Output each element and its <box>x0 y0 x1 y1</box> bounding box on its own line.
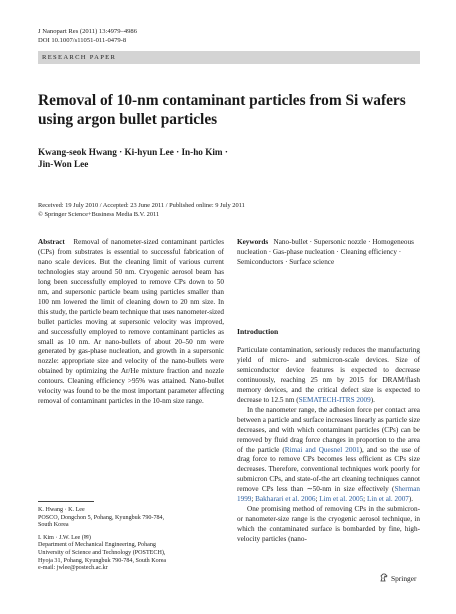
copyright-line: © Springer Science+Business Media B.V. 2011 <box>38 210 160 218</box>
affiliations <box>38 507 224 573</box>
keywords-heading: Keywords <box>237 238 269 246</box>
keywords-text: Nano-bullet · Supersonic nozzle · Homogeneous nucleation · Gas-phase nucleation · Cleaning efficiency · Semiconductors · Surface science <box>237 238 414 266</box>
introduction-paragraph-2: In the nanometer range, the adhesion force per contact area between a particle and surface increases linearly as particle size decreases, and with which contaminant particles (CPs) can be removed by fluid drag force changes in proportion to the area of the particle (Rimai and Quesnel 2001), and so the use of drag force to remove CPs becomes less efficient as CPs size decreases. Therefore, conventional techniques work poorly for submicron CPs, and state-of-the art cleaning techniques cannot remove CPs less than ∼50-nm in size effectively (Sherman 1999; Bakharari et al. 2006; Lim et al. 2005; Lin et al. 2007). <box>237 405 421 504</box>
dates-line: Received: 19 July 2010 / Accepted: 23 June 2011 / Published online: 9 July 2011 <box>38 202 245 209</box>
journal-line: J Nanopart Res (2011) 13:4979–4986 <box>38 28 138 35</box>
springer-horse-icon <box>380 573 388 584</box>
citation-link[interactable]: Lim et al. 2005 <box>319 495 364 504</box>
doi-line: DOI 10.1007/s11051-011-0479-8 <box>38 36 127 44</box>
paper-title: Removal of 10-nm contaminant particles from Si wafers using argon bullet particles <box>38 92 406 128</box>
affiliation-2-line-2: University of Science and Technology (POSTECH), <box>38 549 166 556</box>
introduction-heading: Introduction <box>237 327 279 336</box>
citation-link[interactable]: SEMATECH-ITRS 2009 <box>298 395 371 404</box>
citation-link[interactable]: Lin et al. 2007 <box>366 495 409 504</box>
author-line-2: Jin-Won Lee <box>38 159 89 169</box>
citation-link[interactable]: Bakharari et al. 2006 <box>255 495 316 504</box>
introduction-paragraph-3: One promising method of removing CPs in the submicron- or nanometer-size range is the cryogenic aerosol technique, in which the contaminated surface is bombarded by fine, high-velocity particles (nano- <box>237 505 420 544</box>
citation-link[interactable]: Rimai and Quesnel 2001 <box>284 445 360 454</box>
corresponding-email[interactable]: e-mail: jwlee@postech.ac.kr <box>38 565 108 572</box>
affiliation-1-line-2: South Korea <box>38 522 69 529</box>
affiliation-1-names: K. Hwang · K. Lee <box>38 507 85 513</box>
affiliation-1-line-1: POSCO, Dongchon 5, Pohang, Kyungbuk 790-784, <box>38 514 165 521</box>
journal-citation <box>38 28 137 45</box>
publisher-footer <box>380 573 416 584</box>
abstract <box>38 238 224 407</box>
publisher-name: Springer <box>391 574 417 583</box>
introduction-body <box>237 346 420 545</box>
author-list <box>38 146 298 170</box>
keywords <box>237 238 420 268</box>
introduction-paragraph-1: Particulate contamination, seriously reduces the manufacturing yield of micro- and submicron-scale devices. Size of semiconductor device features is expected to decrease continuously, reaching 25 nm by 2015 for DRAM/flash memory devices, and the critical defect size is expected to decrease to 12.5 nm (SEMATECH-ITRS 2009). <box>237 346 420 404</box>
affiliation-2-line-3: Hyoja 31, Pohang, Kyungbuk 790-784, South Korea <box>38 557 167 564</box>
footnote-divider <box>38 501 94 502</box>
section-banner-label: RESEARCH PAPER <box>42 54 117 61</box>
affiliation-2-line-1: Department of Mechanical Engineering, Pohang <box>38 542 156 549</box>
abstract-heading: Abstract <box>38 238 65 246</box>
section-banner <box>38 51 420 64</box>
abstract-text: Removal of nanometer-sized contaminant particles (CPs) from substrates is essential to successful fabrication of nano scale devices. But the cleaning limit of various current technologies stay around 50 nm. Cryogenic aerosol beam has long been successfully employed to remove CPs down to 50 nm, and supersonic particle beam using particles smaller than 100 nm lowered the limit of cleaning down to 20 nm size. In this study, the particle beam technique that uses nanometer-sized bullet particles moving at supersonic velocity was improved, and successfully employed to remove contaminant particles as small as 10 nm. Ar nano-bullets of about 20–50 nm were generated by gas-phase nucleation, and growth in a supersonic nozzle: appropriate size and velocity of the nano-bullets were obtained by optimizing the Ar/He mixture fraction and nozzle contours. Cleaning efficiency >95% was attained. Nano-bullet velocity was found to be the most important parameter affecting removal of contaminant particles in the 10-nm size range. <box>38 238 225 406</box>
author-line-1: Kwang-seok Hwang · Ki-hyun Lee · In-ho Kim · <box>38 147 228 157</box>
publication-dates <box>38 202 420 219</box>
citation-link[interactable]: Sherman 1999 <box>237 485 420 504</box>
affiliation-2-names: I. Kim · J.W. Lee (✉) <box>38 534 91 541</box>
